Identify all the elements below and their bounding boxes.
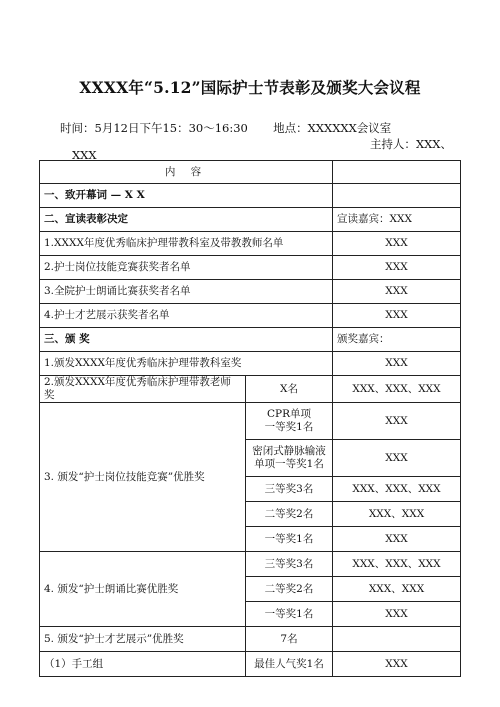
host-info [370, 136, 452, 152]
table-row: 一等奖1名 XXX [40, 527, 461, 552]
table-row: 5. 颁发“护士才艺展示”优胜奖 7名 [40, 627, 461, 652]
table-row: 密闭式静脉输液 单项一等奖1名 XXX [40, 440, 461, 477]
table-row: 3.全院护士朗诵比赛获奖者名单 XXX [40, 280, 461, 304]
award-guest: 颁奖嘉宾： [333, 328, 461, 352]
table-row: 1.颁发XXXX年度优秀临床护理带教科室奖 XXX [40, 352, 461, 376]
table-row: （1）手工组 最佳人气奖1名 XXX [40, 652, 461, 677]
time-label: 时间： [60, 121, 95, 135]
table-row: 1.XXXX年度优秀临床护理带教科室及带教教师名单 XXX [40, 232, 461, 256]
row-read-decision: 二、宣读表彰决定 [40, 208, 333, 232]
place-label: 地点： [273, 121, 308, 135]
handicraft-group-label: （1）手工组 [40, 652, 246, 677]
table-header-row [40, 161, 461, 184]
host-label: 主持人： [369, 137, 416, 151]
recitation-label: 4. 颁发“护士朗诵比赛优胜奖 [40, 552, 246, 627]
row-awards-section: 三、颁 奖 [40, 328, 333, 352]
table-row [40, 208, 461, 232]
table-row: 4. 颁发“护士朗诵比赛优胜奖 三等奖3名 XXX、XXX、XXX [40, 552, 461, 577]
table-row: 3. 颁发“护士岗位技能竞赛”优胜奖 CPR单项 一等奖1名 XXX [40, 403, 461, 440]
time-value: 5月12日下午15：30～16:30 [94, 121, 248, 135]
table-row: 二等奖2名 XXX、XXX [40, 577, 461, 602]
table-row [40, 328, 461, 352]
talent-show-label: 5. 颁发“护士才艺展示”优胜奖 [40, 627, 246, 652]
document-title: XXXX年“5.12”国际护士节表彰及颁奖大会议程 [79, 78, 421, 97]
table-row [40, 184, 461, 208]
host-value-continued: XXX [72, 148, 97, 162]
table-row: 三等奖3名 XXX、XXX、XXX [40, 477, 461, 502]
host-value: XXX、 [415, 137, 452, 151]
table-row: 二等奖2名 XXX、XXX [40, 502, 461, 527]
table-row: 4.护士才艺展示获奖者名单 XXX [40, 304, 461, 328]
table-row: 2.颁发XXXX年度优秀临床护理带教老师奖 X名 XXX、XXX、XXX [40, 376, 461, 403]
reader-guest: 宣读嘉宾：XXX [333, 208, 461, 232]
table-row: 一等奖1名 XXX [40, 602, 461, 627]
row-opening-speech: 一、致开幕词 — X X [40, 184, 333, 208]
place-value: XXXXXX会议室 [307, 121, 392, 135]
table-row: 2.护士岗位技能竞赛获奖者名单 XXX [40, 256, 461, 280]
skill-competition-label: 3. 颁发“护士岗位技能竞赛”优胜奖 [40, 403, 246, 552]
agenda-table [39, 160, 461, 677]
meeting-info [60, 120, 391, 136]
table-header: 内 容 [40, 161, 333, 184]
